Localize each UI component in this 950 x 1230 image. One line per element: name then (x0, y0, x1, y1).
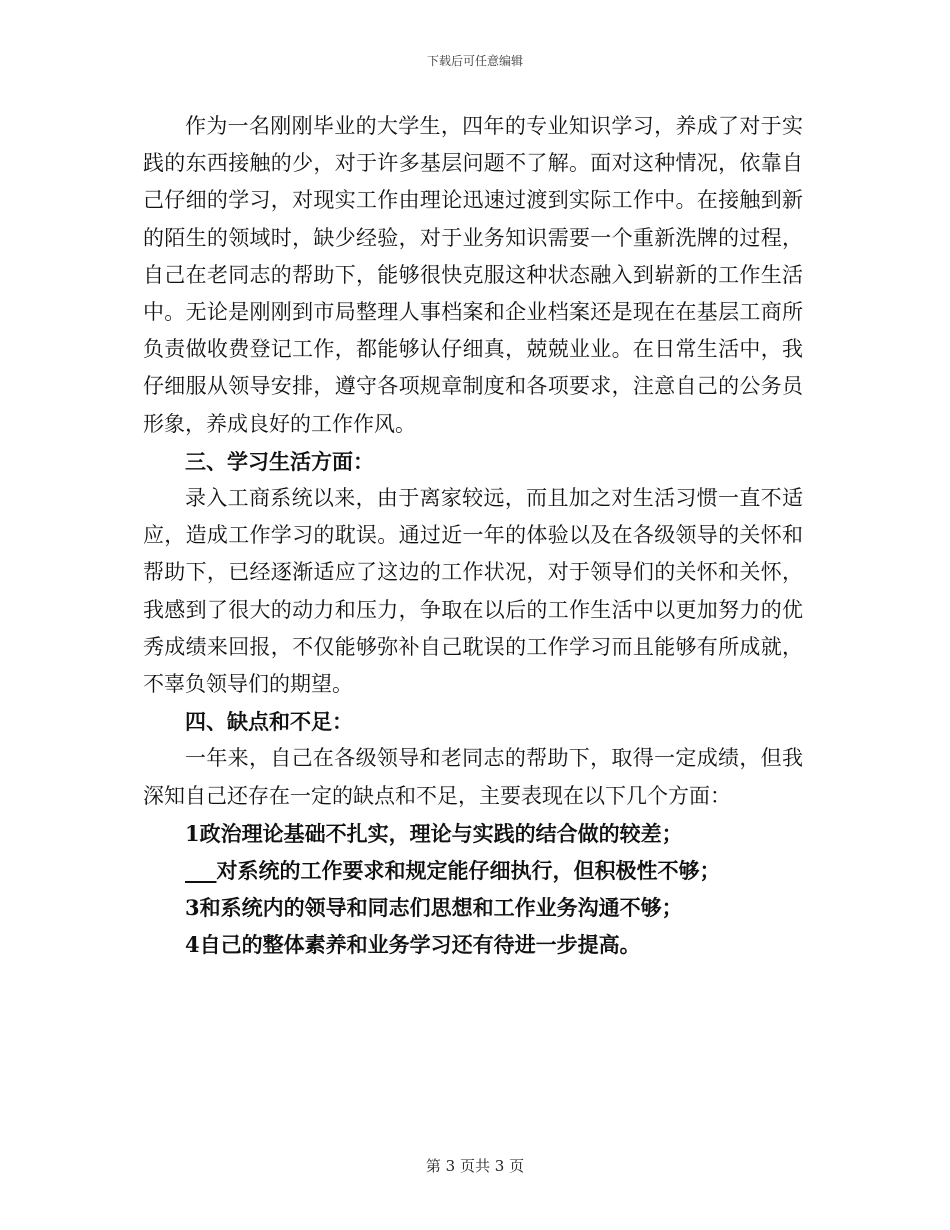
paragraph-shortcomings-intro: 一年来，自己在各级领导和老同志的帮助下，取得一定成绩，但我深知自己还存在一定的缺点和不足，主要表现在以下几个方面： (143, 746, 803, 808)
shortcoming-item-1: 1政治理论基础不扎实，理论与实践的结合做的较差； (185, 820, 683, 846)
paragraph-study-life: 录入工商系统以来，由于离家较远，而且加之对生活习惯一直不适应，造成工作学习的耽误。通过近一年的体验以及在各级领导的关怀和帮助下，已经逐渐适应了这边的工作状况，对于领导们的关怀和关怀，我感到了很大的动力和压力，争取在以后的工作生活中以更加努力的优秀成绩来回报，不仅能够弥补自己耽误的工作学习而且能够有所成就，不辜负领导们的期望。 (143, 486, 803, 697)
page-footer: 第 3 页共 3 页 (425, 1157, 525, 1175)
document-body (143, 108, 803, 964)
section-heading-study-life: 三、学习生活方面： (185, 448, 374, 474)
section-heading-shortcomings: 四、缺点和不足： (185, 709, 353, 735)
page-header: 下载后可任意编辑 (426, 54, 523, 68)
shortcoming-item-3: 3和系统内的领导和同志们思想和工作业务沟通不够； (185, 895, 683, 921)
shortcoming-item-4: 4自己的整体素养和业务学习还有待进一步提高。 (185, 932, 641, 958)
shortcoming-item-2: ___对系统的工作要求和规定能仔细执行，但积极性不够； (185, 858, 721, 884)
paragraph-work-attitude: 作为一名刚刚毕业的大学生，四年的专业知识学习，养成了对于实践的东西接触的少，对于许多基层问题不了解。面对这种情况，依靠自己仔细的学习，对现实工作由理论迅速过渡到实际工作中。在接触到新的陌生的领域时，缺少经验，对于业务知识需要一个重新洗牌的过程，自己在老同志的帮助下，能够很快克服这种状态融入到崭新的工作生活中。无论是刚刚到市局整理人事档案和企业档案还是现在在基层工商所负责做收费登记工作，都能够认仔细真，兢兢业业。在日常生活中，我仔细服从领导安排，遵守各项规章制度和各项要求，注意自己的公务员形象，养成良好的工作作风。 (143, 114, 803, 436)
